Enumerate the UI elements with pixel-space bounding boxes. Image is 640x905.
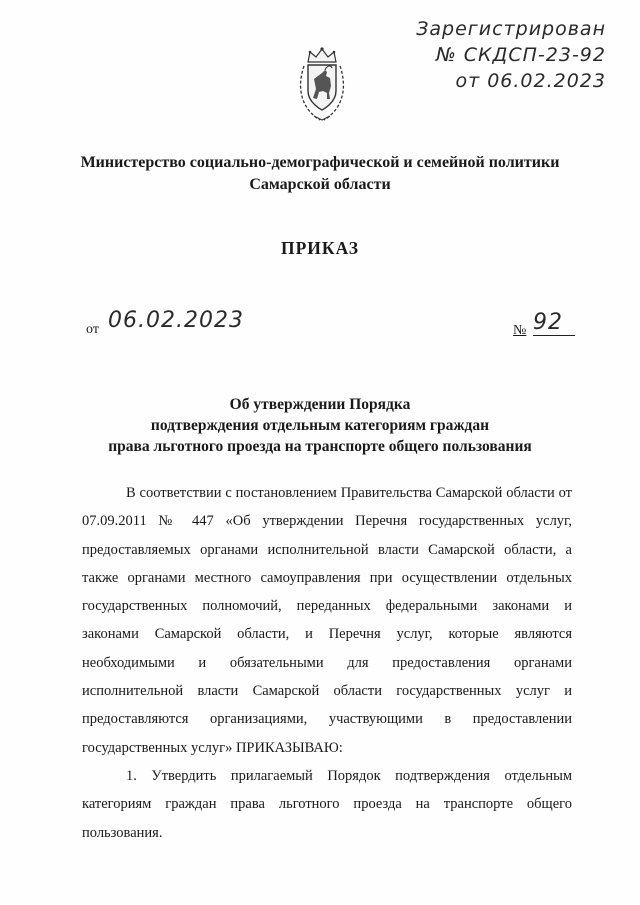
ministry-heading bbox=[0, 152, 640, 196]
order-item-1: 1. Утвердить прилагаемый Порядок подтверждения отдельным категориям граждан права льготного проезда на транспорте общего пользования. bbox=[82, 767, 572, 841]
date-value-handwritten: 06.02.2023 bbox=[108, 308, 244, 333]
ministry-name-line-1: Министерство социально-демографической и семейной политики bbox=[80, 154, 560, 171]
number-value-handwritten: 92 bbox=[533, 310, 575, 336]
order-date bbox=[86, 308, 306, 338]
stamp-line-number: № СКДСП-23-92 bbox=[435, 44, 606, 66]
subject-line-2: подтверждения отдельным категориям граждан bbox=[150, 417, 490, 434]
order-subject bbox=[0, 394, 640, 457]
stamp-line-registered: Зарегистрирован bbox=[416, 18, 606, 40]
ministry-name-line-2: Самарской области bbox=[249, 176, 391, 193]
order-body bbox=[82, 479, 572, 847]
subject-line-3: права льготного проезда на транспорте общего пользования bbox=[108, 438, 532, 455]
preamble-paragraph: В соответствии с постановлением Правительства Самарской области от 07.09.2011 № 447 «Об утверждении Перечня государственных услуг, предоставляемых органами исполнительной власти Самарской области, а также органами местного самоуправления при осуществлении отдельных государственных полномочий, переданных федеральными законами и законами Самарской области, и Перечня услуг, которые являются необходимыми и обязательными для предоставления органами исполнительной власти Самарской области государственных услуг и предоставляются организациями, участвующими в предоставлении государственных услуг» ПРИКАЗЫВАЮ: bbox=[82, 485, 572, 756]
stamp-line-date: от 06.02.2023 bbox=[455, 70, 606, 92]
samara-coat-of-arms-icon bbox=[296, 46, 348, 124]
subject-line-1: Об утверждении Порядка bbox=[229, 396, 411, 413]
date-prefix: от bbox=[86, 322, 99, 337]
number-prefix: № bbox=[513, 323, 527, 338]
order-number bbox=[513, 310, 593, 340]
document-type-title: ПРИКАЗ bbox=[280, 238, 360, 258]
coat-of-arms-graphic bbox=[296, 46, 348, 124]
registration-stamp bbox=[396, 16, 606, 94]
